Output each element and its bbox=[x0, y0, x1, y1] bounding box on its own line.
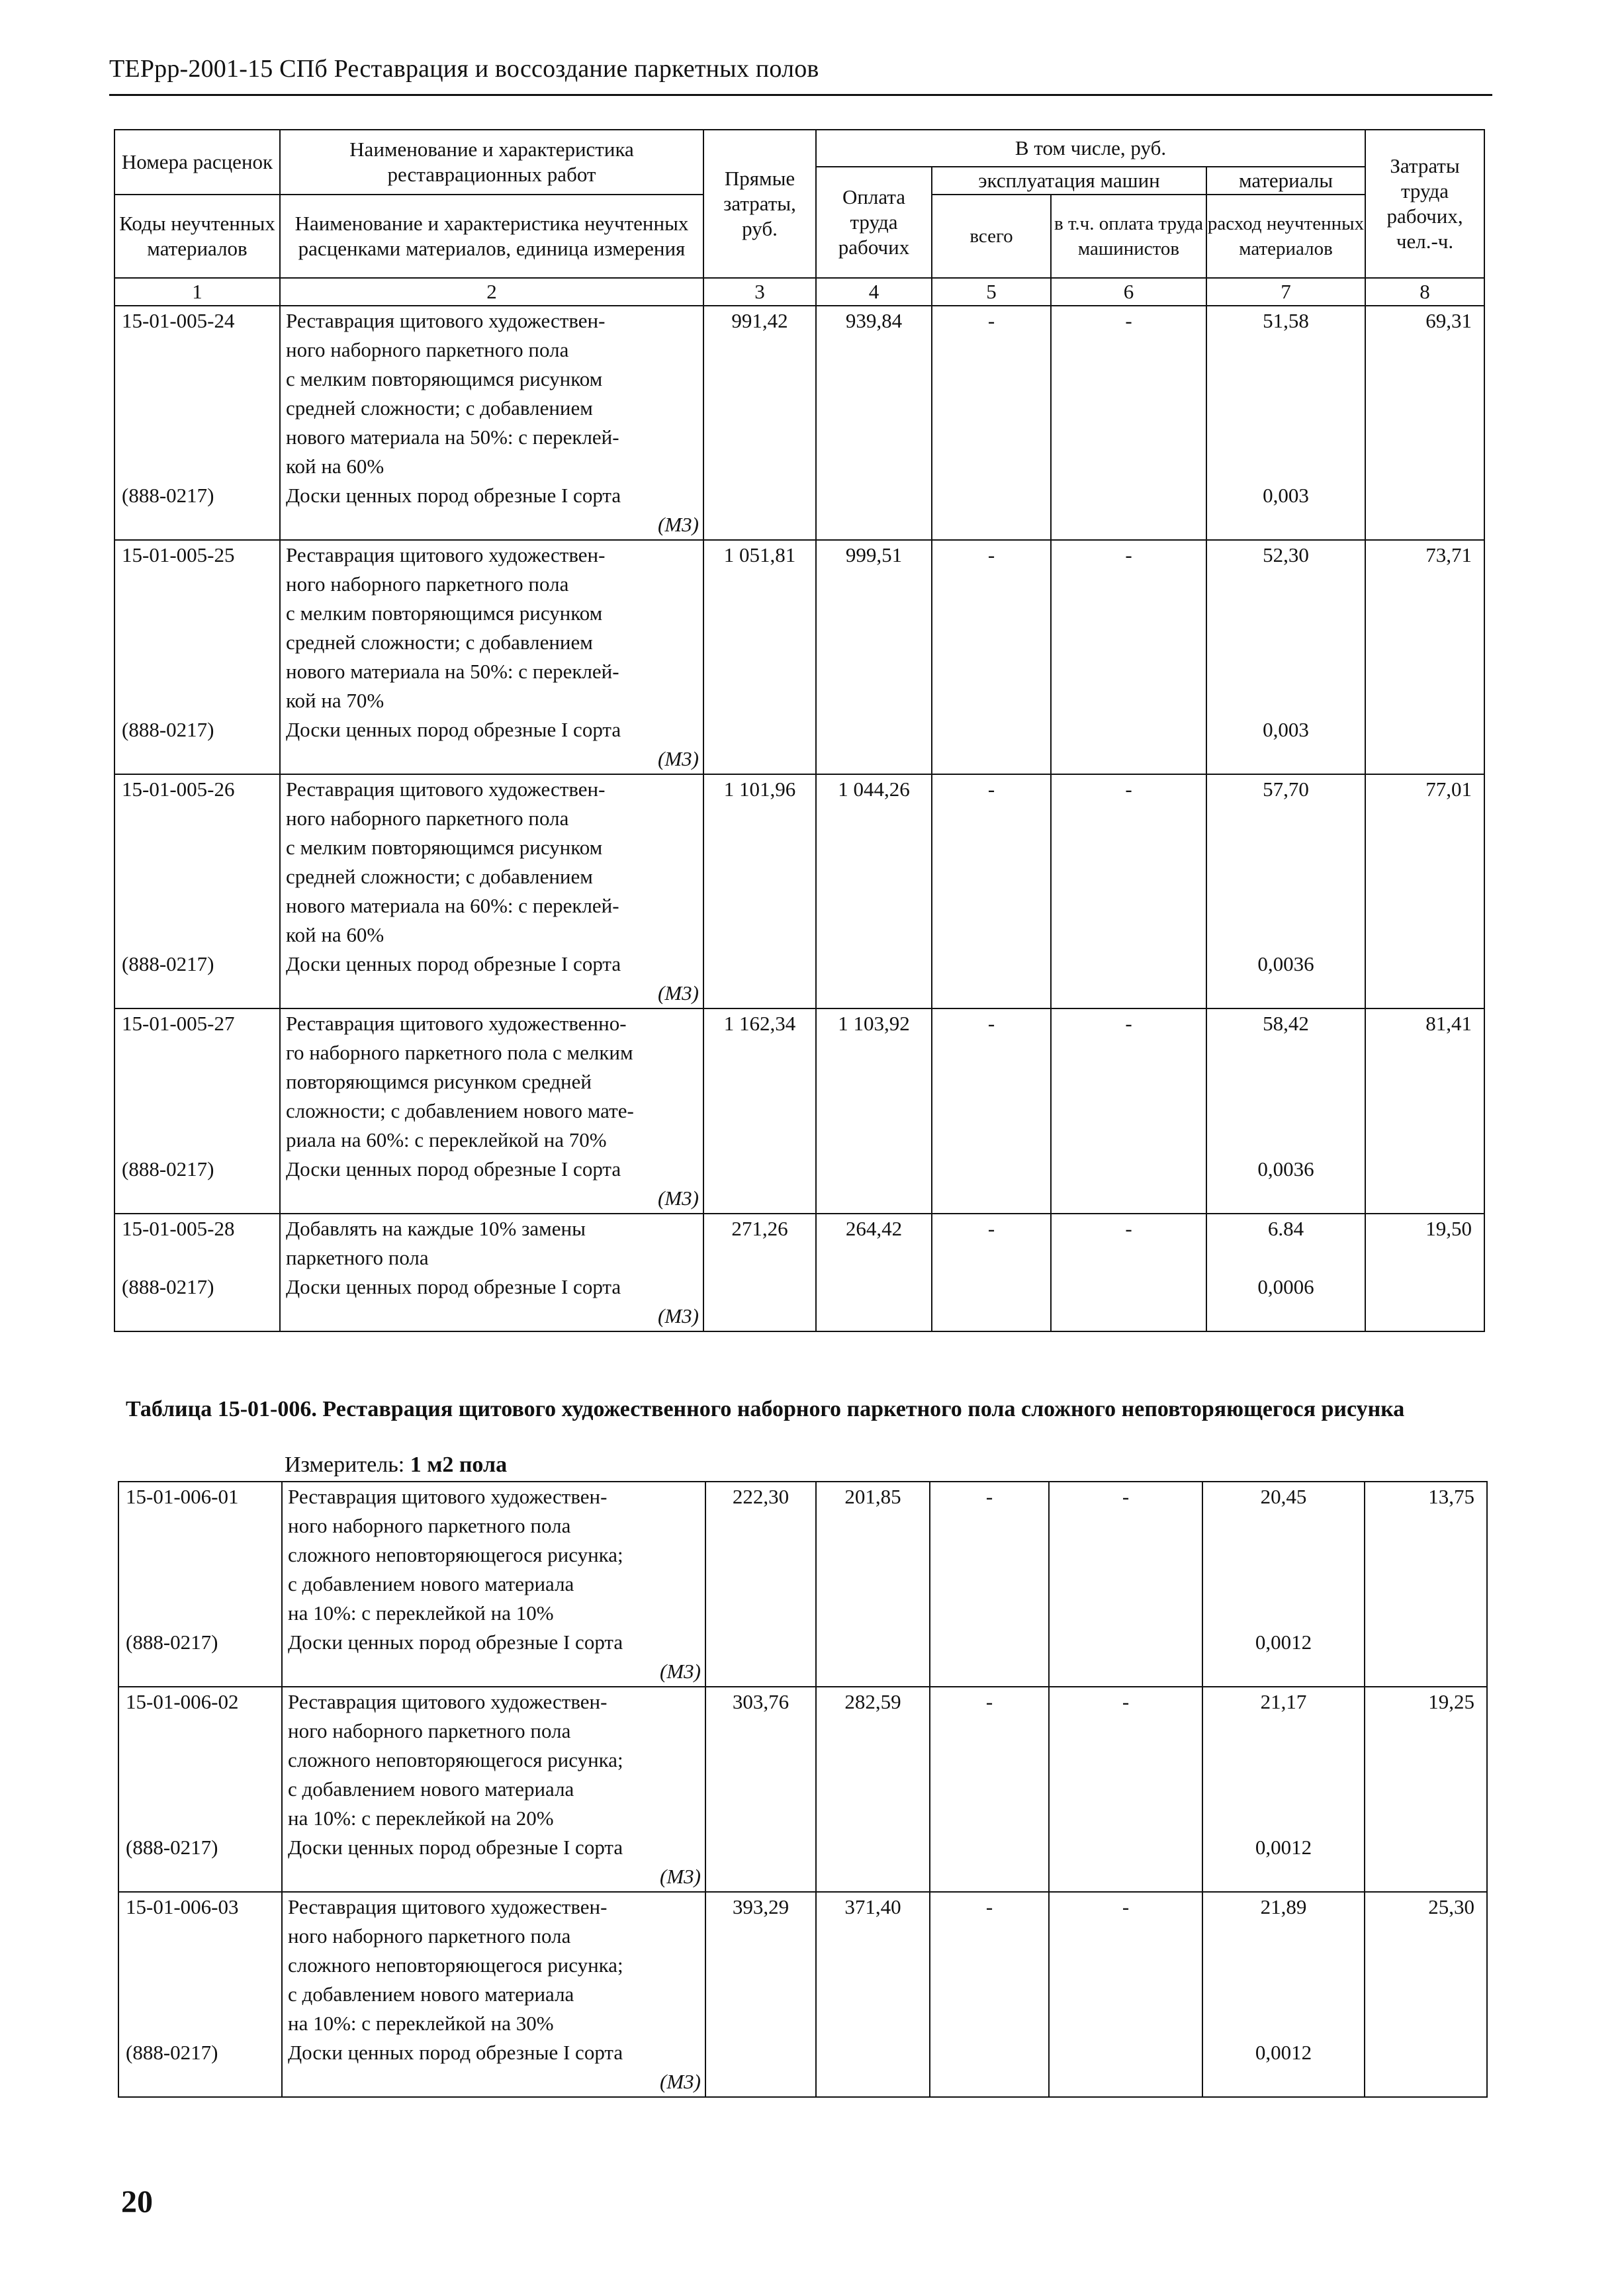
table-cell bbox=[1049, 1482, 1202, 1687]
direct-cost: 1 051,81 bbox=[723, 543, 796, 566]
work-description-line: ного наборного паркетного пола bbox=[286, 572, 569, 596]
material-quantity: 0,003 bbox=[1263, 484, 1309, 507]
material-unit: (М3) bbox=[660, 2070, 701, 2093]
work-description-line: сложного неповторяющегося рисунка; bbox=[288, 1748, 623, 1771]
table-cell bbox=[705, 1482, 816, 1687]
table-cell bbox=[118, 1482, 282, 1687]
table-body bbox=[118, 1482, 1487, 2097]
material-code: (888-0217) bbox=[126, 2041, 218, 2064]
header-cell-vtch bbox=[1051, 195, 1206, 278]
machinist-labor-cost: - bbox=[1125, 1012, 1132, 1035]
table-cell bbox=[816, 1892, 930, 2097]
table-row bbox=[118, 1687, 1487, 1892]
machinist-labor-cost: - bbox=[1125, 1217, 1132, 1240]
work-description-line: Реставрация щитового художествен- bbox=[286, 543, 606, 566]
table-cell bbox=[282, 1687, 705, 1892]
machinist-labor-cost: - bbox=[1125, 778, 1132, 801]
table-cell bbox=[1049, 1892, 1202, 2097]
work-description-line: средней сложности; с добавлением bbox=[286, 396, 593, 420]
rate-code: 15-01-006-02 bbox=[126, 1690, 239, 1713]
machine-cost: - bbox=[987, 543, 995, 566]
header-vtch-text: в т.ч. оплата труда машинистов bbox=[1054, 213, 1203, 259]
table-cell bbox=[1365, 1482, 1487, 1687]
header-v-tom-text: В том числе, руб. bbox=[1015, 136, 1167, 159]
table-cell bbox=[816, 1482, 930, 1687]
labor-cost: 939,84 bbox=[845, 309, 903, 332]
header-cell-naim-1 bbox=[280, 130, 703, 195]
table-cell bbox=[1365, 1008, 1484, 1214]
work-description-line: нового материала на 50%: с переклей- bbox=[286, 660, 619, 683]
material-unit: (М3) bbox=[658, 981, 699, 1005]
material-name: Доски ценных пород обрезные I сорта bbox=[286, 484, 621, 507]
material-name: Доски ценных пород обрезные I сорта bbox=[286, 718, 621, 741]
table-cell bbox=[118, 1687, 282, 1892]
header-nomera-text: Номера расценок bbox=[121, 150, 273, 173]
material-quantity: 0,0036 bbox=[1257, 1157, 1314, 1181]
rate-code: 15-01-005-27 bbox=[122, 1012, 235, 1035]
table-cell bbox=[1051, 540, 1206, 774]
table-cell bbox=[930, 1482, 1049, 1687]
work-description-line: сложного неповторяющегося рисунка; bbox=[288, 1543, 623, 1566]
column-number: 7 bbox=[1206, 278, 1365, 306]
table-row bbox=[114, 774, 1484, 1008]
materials-cost: 6.84 bbox=[1267, 1217, 1304, 1240]
table-cell bbox=[816, 774, 932, 1008]
table-cell bbox=[114, 1008, 280, 1214]
materials-cost: 21,89 bbox=[1260, 1895, 1307, 1918]
work-description-line: с добавлением нового материала bbox=[288, 1777, 574, 1801]
table-row bbox=[114, 1008, 1484, 1214]
work-description-line: Добавлять на каждые 10% замены bbox=[286, 1217, 586, 1240]
material-quantity: 0,0012 bbox=[1255, 2041, 1312, 2064]
header-cell-materialy bbox=[1206, 167, 1365, 195]
labor-cost: 999,51 bbox=[845, 543, 903, 566]
work-description-line: с мелким повторяющимся рисунком bbox=[286, 836, 603, 859]
material-name: Доски ценных пород обрезные I сорта bbox=[288, 2041, 623, 2064]
table-cell bbox=[1365, 540, 1484, 774]
table-cell bbox=[1206, 306, 1365, 540]
column-numbers-row bbox=[114, 278, 1484, 306]
rate-code: 15-01-005-26 bbox=[122, 778, 235, 801]
machine-cost: - bbox=[987, 309, 995, 332]
table-header bbox=[114, 130, 1484, 306]
labor-hours: 73,71 bbox=[1425, 543, 1472, 566]
table-cell bbox=[280, 774, 703, 1008]
labor-cost: 282,59 bbox=[844, 1690, 901, 1713]
rate-code: 15-01-005-25 bbox=[122, 543, 235, 566]
material-name: Доски ценных пород обрезные I сорта bbox=[286, 1275, 621, 1298]
materials-cost: 21,17 bbox=[1260, 1690, 1307, 1713]
header-kody-text: Коды неучтенных материалов bbox=[119, 212, 275, 260]
table-cell bbox=[1202, 1892, 1365, 2097]
header-cell-pryamye bbox=[703, 130, 816, 278]
labor-hours: 81,41 bbox=[1425, 1012, 1472, 1035]
material-unit: (М3) bbox=[658, 1186, 699, 1210]
direct-cost: 222,30 bbox=[732, 1485, 789, 1508]
work-description-line: ного наборного паркетного пола bbox=[288, 1924, 571, 1947]
header-rashod-text: расход неучтенных материалов bbox=[1207, 213, 1365, 259]
page-number: 20 bbox=[121, 2184, 153, 2219]
header-ekspl-text: эксплуатация машин bbox=[978, 169, 1160, 192]
header-cell-zatraty bbox=[1365, 130, 1484, 278]
table-cell bbox=[1206, 1008, 1365, 1214]
table-cell bbox=[114, 306, 280, 540]
header-materialy-text: материалы bbox=[1238, 169, 1333, 192]
material-code: (888-0217) bbox=[126, 1836, 218, 1859]
table-row bbox=[114, 1214, 1484, 1331]
unit-of-measure bbox=[285, 1453, 507, 1478]
meter-value: 1 м2 пола bbox=[410, 1453, 508, 1477]
table-cell bbox=[282, 1892, 705, 2097]
header-cell-vsego bbox=[932, 195, 1051, 278]
material-unit: (М3) bbox=[658, 747, 699, 770]
table-cell bbox=[816, 1214, 932, 1331]
work-description-line: кой на 70% bbox=[286, 689, 384, 712]
labor-cost: 1 103,92 bbox=[838, 1012, 910, 1035]
machinist-labor-cost: - bbox=[1122, 1485, 1130, 1508]
machinist-labor-cost: - bbox=[1122, 1895, 1130, 1918]
work-description-line: сложности; с добавлением нового мате- bbox=[286, 1099, 634, 1122]
table-cell bbox=[705, 1892, 816, 2097]
work-description-line: с мелким повторяющимся рисунком bbox=[286, 367, 603, 390]
table-cell bbox=[1365, 1687, 1487, 1892]
table-cell bbox=[1206, 540, 1365, 774]
rates-table-15-01-005 bbox=[114, 129, 1485, 1332]
material-name: Доски ценных пород обрезные I сорта bbox=[286, 952, 621, 975]
machinist-labor-cost: - bbox=[1125, 543, 1132, 566]
work-description-line: кой на 60% bbox=[286, 455, 384, 478]
table-cell bbox=[930, 1687, 1049, 1892]
material-code: (888-0217) bbox=[122, 484, 214, 507]
header-naim-1-text: Наименование и характеристика реставрационных работ bbox=[349, 138, 634, 186]
header-vsego-text: всего bbox=[970, 226, 1013, 247]
work-description-line: ного наборного паркетного пола bbox=[286, 807, 569, 830]
work-description-line: паркетного пола bbox=[286, 1246, 429, 1269]
column-number: 8 bbox=[1365, 278, 1484, 306]
work-description-line: ного наборного паркетного пола bbox=[288, 1719, 571, 1742]
material-name: Доски ценных пород обрезные I сорта bbox=[288, 1836, 623, 1859]
materials-cost: 52,30 bbox=[1263, 543, 1309, 566]
direct-cost: 991,42 bbox=[731, 309, 788, 332]
header-oplata-text: Оплата труда рабочих bbox=[838, 185, 910, 259]
work-description-line: кой на 60% bbox=[286, 923, 384, 946]
table-cell bbox=[118, 1892, 282, 2097]
machine-cost: - bbox=[987, 1217, 995, 1240]
table-body bbox=[114, 306, 1484, 1331]
material-quantity: 0,0006 bbox=[1257, 1275, 1314, 1298]
table-cell bbox=[1051, 774, 1206, 1008]
table-cell bbox=[816, 540, 932, 774]
work-description-line: на 10%: с переклейкой на 20% bbox=[288, 1807, 554, 1830]
machinist-labor-cost: - bbox=[1125, 309, 1132, 332]
material-name: Доски ценных пород обрезные I сорта bbox=[286, 1157, 621, 1181]
header-pryamye-text: Прямые затраты, руб. bbox=[723, 167, 796, 240]
labor-cost: 1 044,26 bbox=[838, 778, 910, 801]
table-cell bbox=[932, 1214, 1051, 1331]
work-description-line: с добавлением нового материала bbox=[288, 1572, 574, 1595]
meter-label: Измеритель: bbox=[285, 1453, 410, 1477]
direct-cost: 271,26 bbox=[731, 1217, 788, 1240]
table-cell bbox=[816, 306, 932, 540]
table-cell bbox=[705, 1687, 816, 1892]
material-unit: (М3) bbox=[658, 513, 699, 536]
table-cell bbox=[1202, 1687, 1365, 1892]
rate-code: 15-01-005-24 bbox=[122, 309, 235, 332]
header-cell-ekspl bbox=[932, 167, 1206, 195]
rate-code: 15-01-006-01 bbox=[126, 1485, 239, 1508]
direct-cost: 303,76 bbox=[732, 1690, 789, 1713]
material-quantity: 0,0012 bbox=[1255, 1631, 1312, 1654]
labor-hours: 77,01 bbox=[1425, 778, 1472, 801]
work-description-line: Реставрация щитового художествен- bbox=[288, 1895, 608, 1918]
material-code: (888-0217) bbox=[122, 952, 214, 975]
material-unit: (М3) bbox=[658, 1304, 699, 1327]
work-description-line: нового материала на 60%: с переклей- bbox=[286, 894, 619, 917]
header-cell-v-tom bbox=[816, 130, 1365, 167]
table-cell bbox=[930, 1892, 1049, 2097]
header-cell-oplata bbox=[816, 167, 932, 278]
table-cell bbox=[932, 774, 1051, 1008]
labor-hours: 25,30 bbox=[1428, 1895, 1474, 1918]
table-row bbox=[114, 540, 1484, 774]
table-cell bbox=[1049, 1687, 1202, 1892]
direct-cost: 1 101,96 bbox=[723, 778, 796, 801]
table-row bbox=[114, 306, 1484, 540]
table-cell bbox=[703, 1008, 816, 1214]
column-number: 2 bbox=[280, 278, 703, 306]
column-number: 6 bbox=[1051, 278, 1206, 306]
materials-cost: 20,45 bbox=[1260, 1485, 1307, 1508]
table-cell bbox=[1365, 1214, 1484, 1331]
labor-hours: 69,31 bbox=[1425, 309, 1472, 332]
rates-table-15-01-006 bbox=[118, 1481, 1488, 2098]
header-cell-rashod bbox=[1206, 195, 1365, 278]
labor-hours: 19,25 bbox=[1428, 1690, 1474, 1713]
material-code: (888-0217) bbox=[122, 1157, 214, 1181]
direct-cost: 1 162,34 bbox=[723, 1012, 796, 1035]
table-cell bbox=[114, 540, 280, 774]
table-cell bbox=[280, 540, 703, 774]
column-number: 5 bbox=[932, 278, 1051, 306]
work-description-line: риала на 60%: с переклейкой на 70% bbox=[286, 1128, 607, 1151]
running-head: ТЕРрр-2001-15 СПб Реставрация и воссоздание паркетных полов bbox=[109, 55, 819, 83]
work-description-line: Реставрация щитового художествен- bbox=[288, 1485, 608, 1508]
table-cell bbox=[280, 1008, 703, 1214]
work-description-line: на 10%: с переклейкой на 30% bbox=[288, 2012, 554, 2035]
work-description-line: с мелким повторяющимся рисунком bbox=[286, 602, 603, 625]
rate-code: 15-01-005-28 bbox=[122, 1217, 235, 1240]
header-naim-2-text: Наименование и характеристика неучтенных расценками материалов, единица измерения bbox=[294, 212, 689, 260]
table-cell bbox=[816, 1008, 932, 1214]
material-code: (888-0217) bbox=[122, 1275, 214, 1298]
labor-hours: 13,75 bbox=[1428, 1485, 1474, 1508]
column-number: 1 bbox=[114, 278, 280, 306]
machine-cost: - bbox=[985, 1690, 993, 1713]
machine-cost: - bbox=[987, 778, 995, 801]
machine-cost: - bbox=[985, 1895, 993, 1918]
table-cell bbox=[280, 1214, 703, 1331]
work-description-line: средней сложности; с добавлением bbox=[286, 865, 593, 888]
work-description-line: с добавлением нового материала bbox=[288, 1983, 574, 2006]
table-cell bbox=[1051, 1214, 1206, 1331]
materials-cost: 58,42 bbox=[1263, 1012, 1309, 1035]
header-rule bbox=[109, 94, 1492, 96]
labor-cost: 264,42 bbox=[845, 1217, 903, 1240]
table-cell bbox=[280, 306, 703, 540]
table-caption: Таблица 15-01-006. Реставрация щитового художественного наборного паркетного пола сложного неповторяющегося рисунка bbox=[126, 1397, 1405, 1421]
material-quantity: 0,0012 bbox=[1255, 1836, 1312, 1859]
column-number: 4 bbox=[816, 278, 932, 306]
table-cell bbox=[1365, 774, 1484, 1008]
work-description-line: Реставрация щитового художествен- bbox=[286, 778, 606, 801]
machine-cost: - bbox=[987, 1012, 995, 1035]
work-description-line: Реставрация щитового художествен- bbox=[286, 309, 606, 332]
column-number: 3 bbox=[703, 278, 816, 306]
work-description-line: ного наборного паркетного пола bbox=[286, 338, 569, 361]
table-cell bbox=[932, 540, 1051, 774]
table-row bbox=[118, 1892, 1487, 2097]
material-code: (888-0217) bbox=[122, 718, 214, 741]
table-cell bbox=[703, 306, 816, 540]
table-cell bbox=[816, 1687, 930, 1892]
work-description-line: Реставрация щитового художествен- bbox=[288, 1690, 608, 1713]
rate-code: 15-01-006-03 bbox=[126, 1895, 239, 1918]
table-cell bbox=[932, 1008, 1051, 1214]
work-description-line: ного наборного паркетного пола bbox=[288, 1514, 571, 1537]
material-quantity: 0,003 bbox=[1263, 718, 1309, 741]
material-code: (888-0217) bbox=[126, 1631, 218, 1654]
labor-cost: 201,85 bbox=[844, 1485, 901, 1508]
materials-cost: 51,58 bbox=[1263, 309, 1309, 332]
work-description-line: на 10%: с переклейкой на 10% bbox=[288, 1601, 554, 1625]
table-cell bbox=[1051, 306, 1206, 540]
machine-cost: - bbox=[985, 1485, 993, 1508]
table-cell bbox=[1202, 1482, 1365, 1687]
work-description-line: нового материала на 50%: с переклей- bbox=[286, 425, 619, 449]
material-quantity: 0,0036 bbox=[1257, 952, 1314, 975]
table-cell bbox=[703, 1214, 816, 1331]
work-description-line: сложного неповторяющегося рисунка; bbox=[288, 1953, 623, 1977]
header-cell-naim-2 bbox=[280, 195, 703, 278]
table-cell bbox=[1051, 1008, 1206, 1214]
table-row bbox=[118, 1482, 1487, 1687]
labor-hours: 19,50 bbox=[1425, 1217, 1472, 1240]
material-name: Доски ценных пород обрезные I сорта bbox=[288, 1631, 623, 1654]
table-cell bbox=[703, 774, 816, 1008]
material-unit: (М3) bbox=[660, 1865, 701, 1888]
header-zatraty-text: Затраты труда рабочих, чел.-ч. bbox=[1386, 154, 1463, 253]
work-description-line: го наборного паркетного пола с мелким bbox=[286, 1041, 633, 1064]
table-cell bbox=[1206, 1214, 1365, 1331]
direct-cost: 393,29 bbox=[732, 1895, 789, 1918]
work-description-line: повторяющимся рисунком средней bbox=[286, 1070, 592, 1093]
table-cell bbox=[1365, 306, 1484, 540]
table-cell bbox=[703, 540, 816, 774]
header-cell-kody bbox=[114, 195, 280, 278]
header-cell-nomera bbox=[114, 130, 280, 195]
table-cell bbox=[114, 1214, 280, 1331]
labor-cost: 371,40 bbox=[844, 1895, 901, 1918]
work-description-line: Реставрация щитового художественно- bbox=[286, 1012, 627, 1035]
machinist-labor-cost: - bbox=[1122, 1690, 1130, 1713]
table-cell bbox=[932, 306, 1051, 540]
work-description-line: средней сложности; с добавлением bbox=[286, 631, 593, 654]
table-cell bbox=[1206, 774, 1365, 1008]
material-unit: (М3) bbox=[660, 1660, 701, 1683]
materials-cost: 57,70 bbox=[1263, 778, 1309, 801]
table-cell bbox=[282, 1482, 705, 1687]
table-cell bbox=[1365, 1892, 1487, 2097]
table-cell bbox=[114, 774, 280, 1008]
